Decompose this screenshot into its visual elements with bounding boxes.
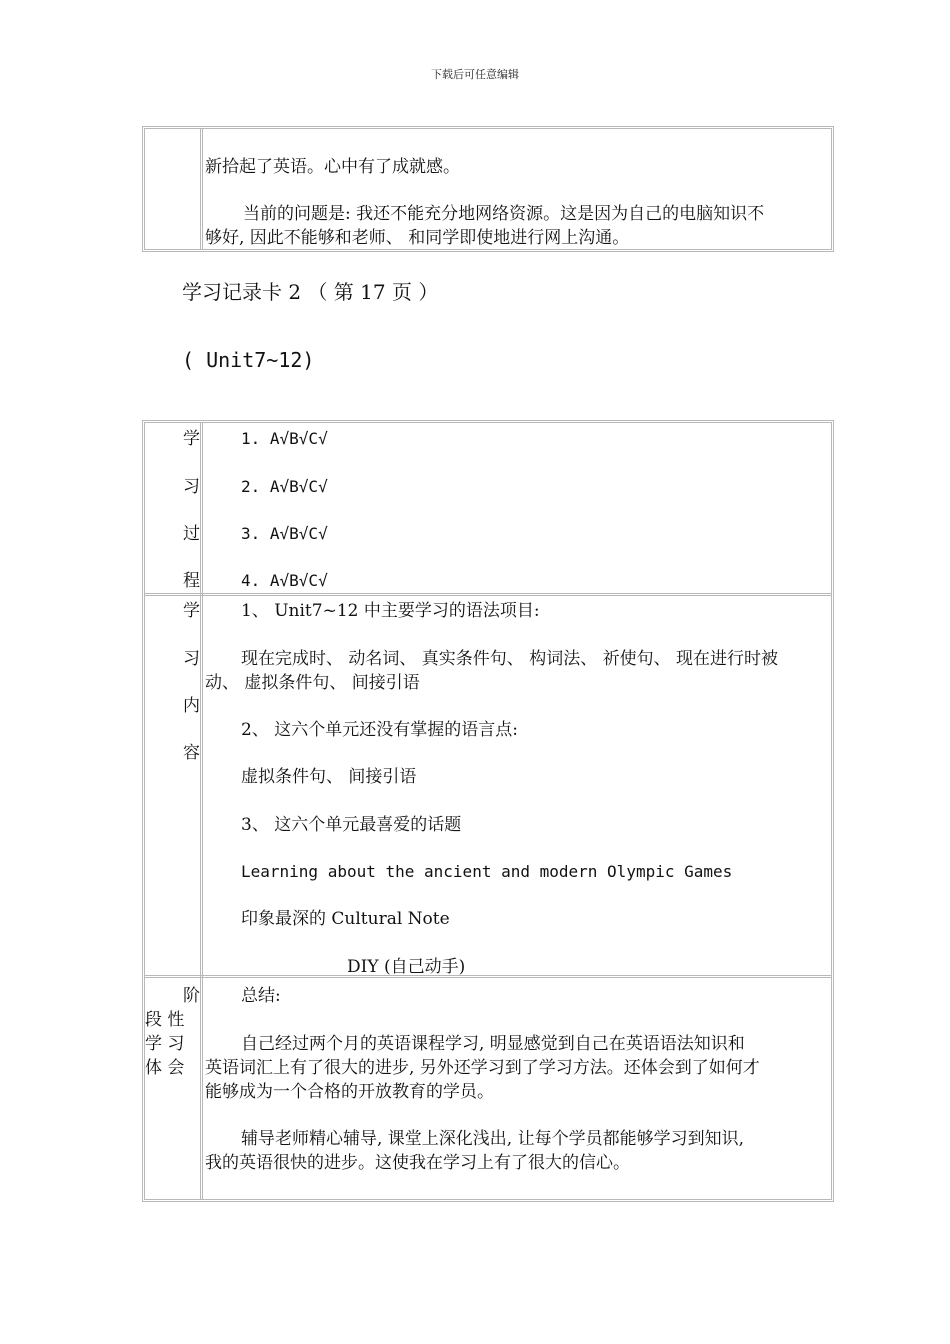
process-item: 4. A√B√C√ xyxy=(241,571,328,590)
grammar-items-title: 1、 Unit7~12 中主要学习的语法项目: xyxy=(241,601,540,621)
summary-para1-line1: 自己经过两个月的英语课程学习, 明显感觉到自己在英语语法知识和 xyxy=(241,1034,745,1054)
process-label-char: 习 xyxy=(183,477,200,497)
diy-note: DIY (自己动手) xyxy=(347,957,466,977)
summary-para1-line2: 英语词汇上有了很大的进步, 另外还学习到了学习方法。还体会到了如何才 xyxy=(205,1058,760,1078)
unmastered-title: 2、 这六个单元还没有掌握的语言点: xyxy=(241,720,518,740)
learning-record-table xyxy=(142,420,834,1202)
summary-label-char: 学 习 xyxy=(145,1034,185,1054)
content-label-char: 学 xyxy=(183,601,200,621)
process-label-char: 程 xyxy=(183,571,200,591)
summary-para2-line2: 我的英语很快的进步。这使我在学习上有了很大的信心。 xyxy=(205,1153,630,1173)
favorite-topic-title: 3、 这六个单元最喜爱的话题 xyxy=(241,815,462,835)
row-divider-2 xyxy=(145,975,831,978)
summary-label-char: 段 性 xyxy=(145,1010,185,1030)
continuation-table xyxy=(142,126,834,252)
favorite-topic-body: Learning about the ancient and modern Olympic Games xyxy=(241,862,733,881)
content-label-char: 容 xyxy=(183,743,200,763)
continuation-line-1: 新拾起了英语。心中有了成就感。 xyxy=(205,157,460,177)
content-label-char: 内 xyxy=(183,696,200,716)
unit-range: ( Unit7~12) xyxy=(182,348,315,372)
header-note: 下载后可任意编辑 xyxy=(431,68,519,81)
grammar-items-line-2: 动、 虚拟条件句、 间接引语 xyxy=(205,673,420,693)
content-label-char: 习 xyxy=(183,649,200,669)
continuation-label-cell xyxy=(145,129,203,249)
process-label-char: 学 xyxy=(183,429,200,449)
summary-title: 总结: xyxy=(241,986,281,1006)
summary-label-char: 阶 xyxy=(183,986,200,1006)
unmastered-body: 虚拟条件句、 间接引语 xyxy=(241,767,417,787)
card-title: 学习记录卡 2 （ 第 17 页 ） xyxy=(182,280,439,304)
process-item: 1. A√B√C√ xyxy=(241,429,328,448)
summary-label-char: 体 会 xyxy=(145,1058,185,1078)
continuation-line-2: 当前的问题是: 我还不能充分地网络资源。这是因为自己的电脑知识不 xyxy=(243,204,765,224)
row-divider-1 xyxy=(145,593,831,596)
cultural-note: 印象最深的 Cultural Note xyxy=(241,909,450,929)
process-label-char: 过 xyxy=(183,524,200,544)
continuation-line-3: 够好, 因此不能够和老师、 和同学即使地进行网上沟通。 xyxy=(205,228,630,248)
process-item: 2. A√B√C√ xyxy=(241,477,328,496)
summary-para1-line3: 能够成为一个合格的开放教育的学员。 xyxy=(205,1082,494,1102)
process-item: 3. A√B√C√ xyxy=(241,524,328,543)
grammar-items-line-1: 现在完成时、 动名词、 真实条件句、 构词法、 祈使句、 现在进行时被 xyxy=(241,649,779,669)
summary-para2-line1: 辅导老师精心辅导, 课堂上深化浅出, 让每个学员都能够学习到知识, xyxy=(241,1129,745,1149)
